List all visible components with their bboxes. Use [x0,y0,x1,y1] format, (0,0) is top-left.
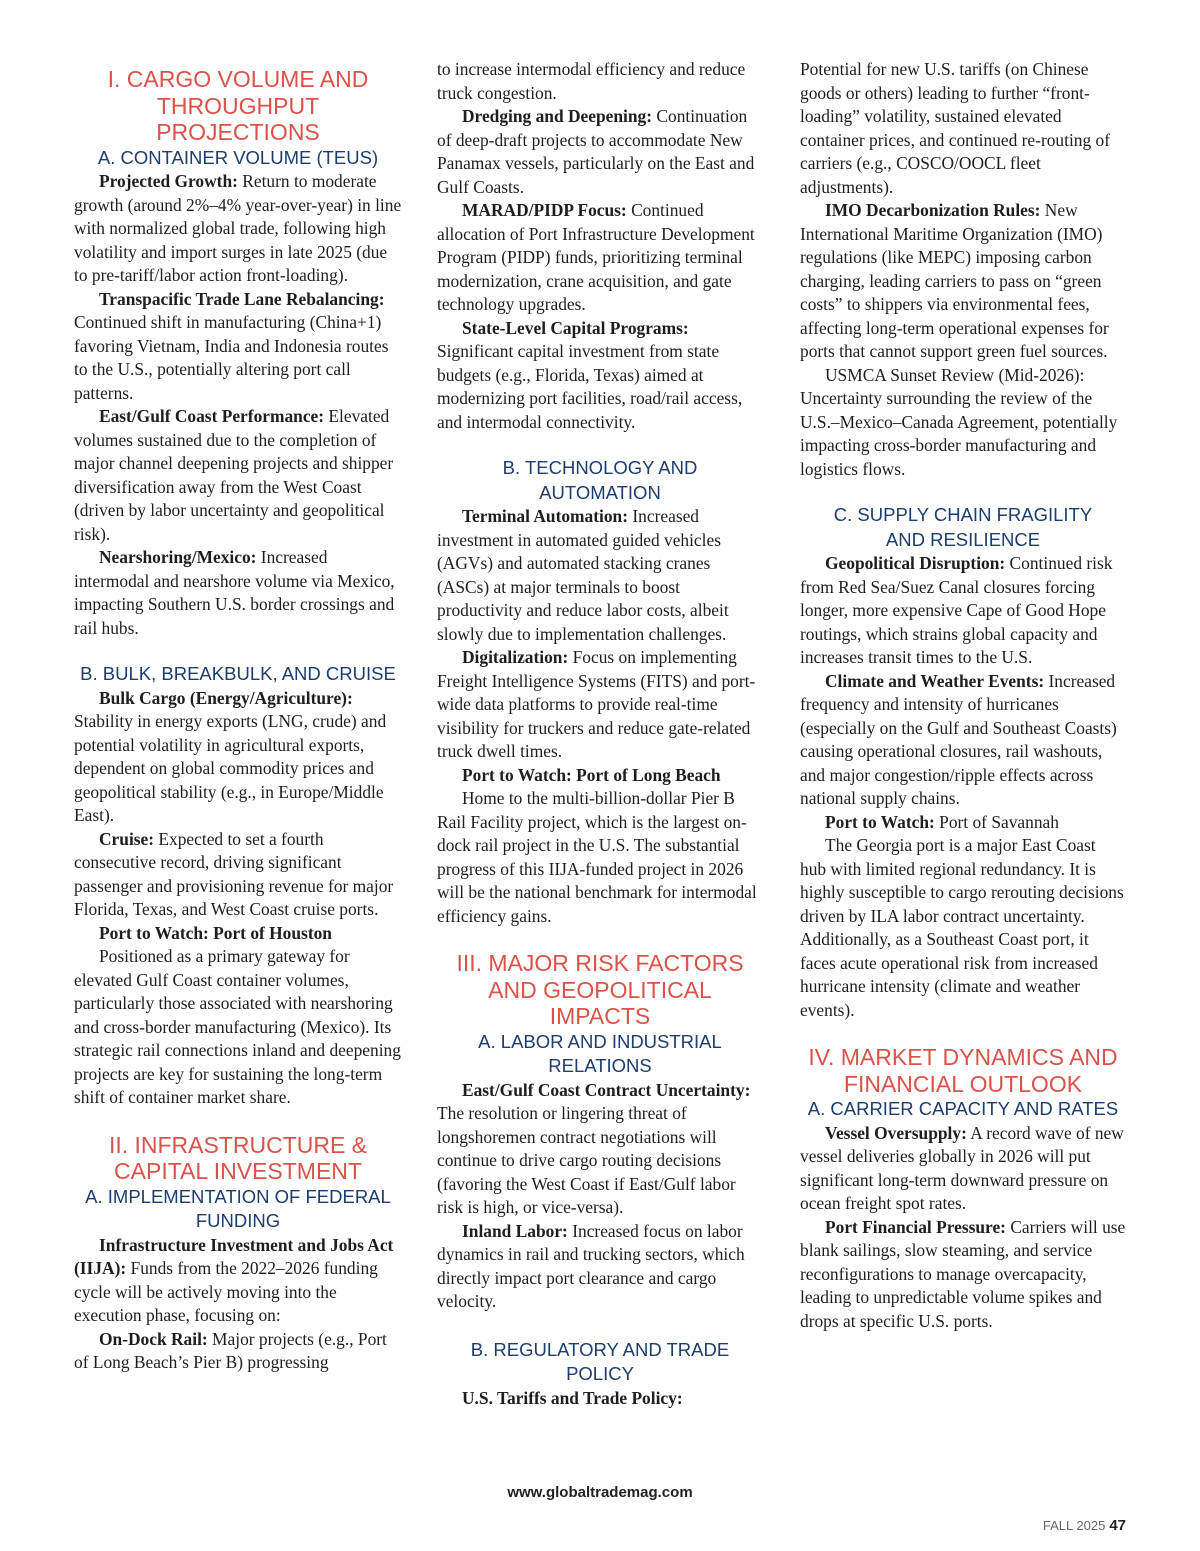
paragraph-digitalization: Digitalization: Focus on implementing Freight Intelligence Systems (FITS) and port-wide data platforms to provide real-time visibility for truckers and reduce gate-related truck dwell times. [437,647,756,761]
column-1 [74,66,402,1375]
subsection-title-regulatory: B. REGULATORY AND TRADE POLICY [470,1338,730,1384]
paragraph-state-level: State-Level Capital Programs: Significant capital investment from state budgets (e.g., Florida, Texas) aimed at modernizing port facilities, road/rail access, and intermodal connectivity. [437,317,743,432]
footer-page-info [1043,1517,1126,1534]
paragraph-inland-labor: Inland Labor: Increased focus on labor dynamics in rail and trucking sectors, which directly impact port clearance and cargo velocity. [437,1220,745,1311]
column-2 [437,58,763,1410]
port-to-watch-heading: Port to Watch: Port of Houston [99,922,332,943]
section-title-market-dynamics: IV. MARKET DYNAMICS AND FINANCIAL OUTLOOK [808,1044,1118,1097]
paragraph-east-gulf: East/Gulf Coast Performance: Elevated volumes sustained due to the completion of major channel deepening projects and shipper diversification away from the West Coast (driven by labor uncertainty and geopolitical risk). [74,406,394,544]
paragraph-financial-pressure: Port Financial Pressure: Carriers will use blank sailings, slow steaming, and service reconfigurations to manage overcapacity, leading to unpredictable volume spikes and drops at specific U.S. ports. [800,1216,1126,1331]
paragraph-usmca: USMCA Sunset Review (Mid-2026): Uncertainty surrounding the review of the U.S.–Mexico–Canada Agreement, potentially impacting cross-border manufacturing and logistics flows. [800,364,1118,479]
paragraph-projected-growth: Projected Growth: Return to moderate growth (around 2%–4% year-over-year) in line with normalized global trade, following high volatility and import surges in late 2025 (due to pre-tariff/labor action front-loading). [74,171,402,285]
paragraph-climate: Climate and Weather Events: Increased frequency and intensity of hurricanes (especially on the Gulf and Southeast Coasts) causing operational closures, rail washouts, and major congestion/ripple effects across national supply chains. [800,670,1117,808]
port-to-watch-heading: Port to Watch: Port of Long Beach [462,764,721,785]
paragraph-continuation: to increase intermodal efficiency and reduce truck congestion. [437,59,746,103]
paragraph-transpacific: Transpacific Trade Lane Rebalancing: Continued shift in manufacturing (China+1) favoring Vietnam, India and Indonesia routes to the U.S., potentially altering port call patterns. [74,288,389,403]
footer-website-link[interactable]: www.globaltrademag.com [507,1484,693,1501]
paragraph-marad: MARAD/PIDP Focus: Continued allocation of Port Infrastructure Development Program (PIDP) funds, prioritizing terminal modernization, crane acquisition, and gate technology upgrades. [437,200,755,314]
paragraph-terminal-automation: Terminal Automation: Increased investment in automated guided vehicles (AGVs) and automated stacking cranes (ASCs) at major terminals to boost productivity and reduce labor costs, albeit slowly due to implementation challenges. [437,506,729,644]
paragraph-vessel-oversupply: Vessel Oversupply: A record wave of new vessel deliveries globally in 2026 will put significant long-term downward pressure on ocean freight spot rates. [800,1122,1124,1213]
paragraph-houston: Positioned as a primary gateway for elevated Gulf Coast container volumes, particularly those associated with nearshoring and cross-border manufacturing (Mexico). Its strategic rail connections inland and deepening projects are key for sustaining the long-term shift of container market share. [74,946,401,1107]
paragraph-long-beach: Home to the multi-billion-dollar Pier B Rail Facility project, which is the largest on-dock rail project in the U.S. The substantial progress of this IIJA-funded project in 2026 will be the national benchmark for intermodal efficiency gains. [437,788,757,926]
paragraph-bulk-cargo: Bulk Cargo (Energy/Agriculture): Stability in energy exports (LNG, crude) and potential volatility in agricultural exports, dependent on global commodity prices and geopolitical stability (e.g., in Europe/Middle East). [74,687,387,825]
paragraph-dredging: Dredging and Deepening: Continuation of deep-draft projects to accommodate New Panamax vessels, particularly on the East and Gulf Coasts. [437,106,755,197]
subsection-title-federal-funding: A. IMPLEMENTATION OF FEDERAL FUNDING [85,1185,391,1231]
paragraph-tariffs-heading: U.S. Tariffs and Trade Policy: [462,1387,683,1408]
subsection-title-container-volume: A. CONTAINER VOLUME (TEUS) [97,146,379,168]
footer-page-number: 47 [1109,1517,1126,1534]
subsection-title-carrier-capacity: A. CARRIER CAPACITY AND RATES [807,1098,1119,1119]
paragraph-contract-uncertainty: East/Gulf Coast Contract Uncertainty: The resolution or lingering threat of longshoremen contract negotiations will continue to drive cargo routing decisions (favoring the West Coast if East/Gulf labor risk is high, or vice-versa). [437,1079,751,1217]
paragraph-cruise: Cruise: Expected to set a fourth consecutive record, driving significant passenger and provisioning revenue for major Florida, Texas, and West Coast cruise ports. [74,828,394,919]
subsection-title-technology: B. TECHNOLOGY AND AUTOMATION [502,457,698,503]
section-title-infrastructure: II. INFRASTRUCTURE & CAPITAL INVESTMENT [108,1131,368,1184]
section-title-risk-factors: III. MAJOR RISK FACTORS AND GEOPOLITICAL IMPACTS [456,950,744,1029]
subsection-title-bulk: B. BULK, BREAKBULK, AND CRUISE [80,663,396,684]
paragraph-nearshoring: Nearshoring/Mexico: Increased intermodal and nearshore volume via Mexico, impacting Southern U.S. border crossings and rail hubs. [74,547,395,638]
paragraph-imo: IMO Decarbonization Rules: New International Maritime Organization (IMO) regulations (like MEPC) imposing carbon charging, leading carriers to pass on “green costs” to shippers via environmental fees, affecting long-term operational expenses for ports that cannot support green fuel sources. [800,200,1109,361]
subsection-title-supply-chain: C. SUPPLY CHAIN FRAGILITY AND RESILIENCE [833,504,1093,550]
column-3 [800,58,1126,1333]
paragraph-iija: Infrastructure Investment and Jobs Act (IIJA): Funds from the 2022–2026 funding cycle will be actively moving into the execution phase, focusing on: [74,1234,394,1325]
paragraph-tariffs: Potential for new U.S. tariffs (on Chinese goods or others) leading to further “front-loading” volatility, sustained elevated container prices, and continued re-routing of carriers (e.g., COSCO/OOCL fleet adjustments). [800,59,1111,197]
paragraph-savannah: The Georgia port is a major East Coast hub with limited regional redundancy. It is highly susceptible to cargo rerouting decisions driven by ILA labor contract uncertainty. Additionally, as a Southeast Coast port, it faces acute operational risk from increased hurricane intensity (climate and weather events). [800,835,1124,1020]
footer-issue: FALL 2025 [1042,1518,1106,1533]
paragraph-on-dock-rail: On-Dock Rail: Major projects (e.g., Port of Long Beach’s Pier B) progressing [74,1328,387,1372]
port-to-watch-heading: Port to Watch: Port of Savannah [825,811,1059,832]
paragraph-geopolitical: Geopolitical Disruption: Continued risk from Red Sea/Suez Canal closures forcing longer, more expensive Cape of Good Hope routings, which strains global capacity and increases transit times to the U.S. [800,553,1113,667]
subsection-title-labor: A. LABOR AND INDUSTRIAL RELATIONS [478,1030,722,1076]
section-title-cargo-volume: I. CARGO VOLUME AND THROUGHPUT PROJECTIONS [107,66,369,145]
